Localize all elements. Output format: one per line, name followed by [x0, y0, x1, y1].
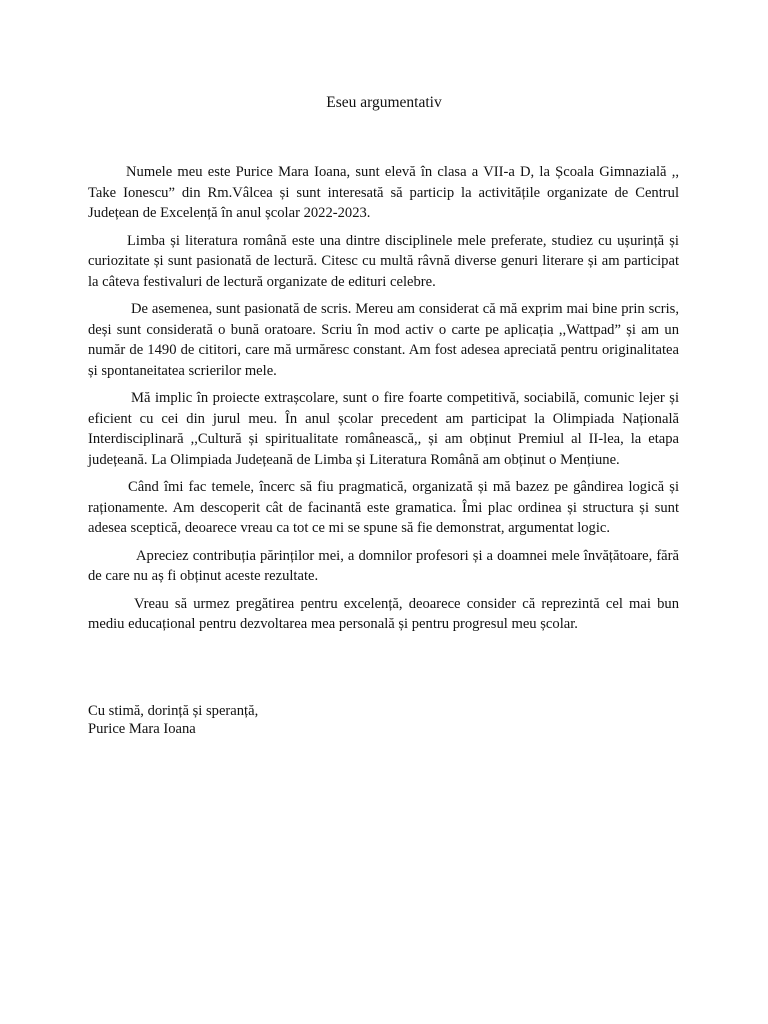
closing-block — [88, 702, 258, 738]
paragraph-1: Numele meu este Purice Mara Ioana, sunt elevă în clasa a VII-a D, la Școala Gimnazială ,, Take Ionescu” din Rm.Vâlcea și sunt interesată să particip la activitățile organizate de Centrul Județean de Excelență în anul școlar 2022-2023. — [88, 164, 679, 221]
closing-salutation: Cu stimă, dorință și speranță, — [88, 703, 259, 719]
paragraph-3: De asemenea, sunt pasionată de scris. Mereu am considerat că mă exprim mai bine prin scris, deși sunt considerată o bună oratoare. Scriu în mod activ o carte pe aplicația ,,Wattpad” și am un număr de 1490 de cititori, care mă urmăresc constant. Am fost adesea apreciată pentru originalitatea și spontaneitatea scrierilor mele. — [88, 301, 679, 379]
closing-signature: Purice Mara Ioana — [88, 721, 196, 737]
document-title: Eseu argumentativ — [326, 94, 442, 111]
paragraph-4: Mă implic în proiecte extrașcolare, sunt o fire foarte competitivă, sociabilă, comunic lejer și eficient cu cei din jurul meu. În anul școlar precedent am participat la Olimpiada Națională Interdisciplinară ,,Cultură și spiritualitate românească,, și am obținut Premiul al II-lea, la etapa județeană. La Olimpiada Județeană de Limba și Literatura Română am obținut o Mențiune. — [88, 390, 679, 468]
paragraph-5: Când îmi fac temele, încerc să fiu pragmatică, organizată și mă bazez pe gândirea logică și raționamente. Am descoperit cât de facinantă este gramatica. Îmi plac ordinea și structura și sunt adesea sceptică, deoarece vreau ca tot ce mi se spune să fie demonstrat, argumentat logic. — [88, 479, 679, 536]
paragraph-7: Vreau să urmez pregătirea pentru excelență, deoarece consider că reprezintă cel mai bun mediu educațional pentru dezvoltarea mea personală și pentru progresul meu școlar. — [88, 595, 679, 632]
paragraph-2: Limba și literatura română este una dintre disciplinele mele preferate, studiez cu ușurință și curiozitate și sunt pasionată de lectură. Citesc cu multă râvnă diverse genuri literare și am participat la câteva festivaluri de lectură organizate de edituri celebre. — [88, 232, 679, 290]
essay-body — [88, 162, 679, 642]
paragraph-6: Apreciez contribuția părinților mei, a domnilor profesori și a doamnei mele învățătoare, fără de care nu aș fi obținut aceste rezultate. — [88, 547, 679, 584]
